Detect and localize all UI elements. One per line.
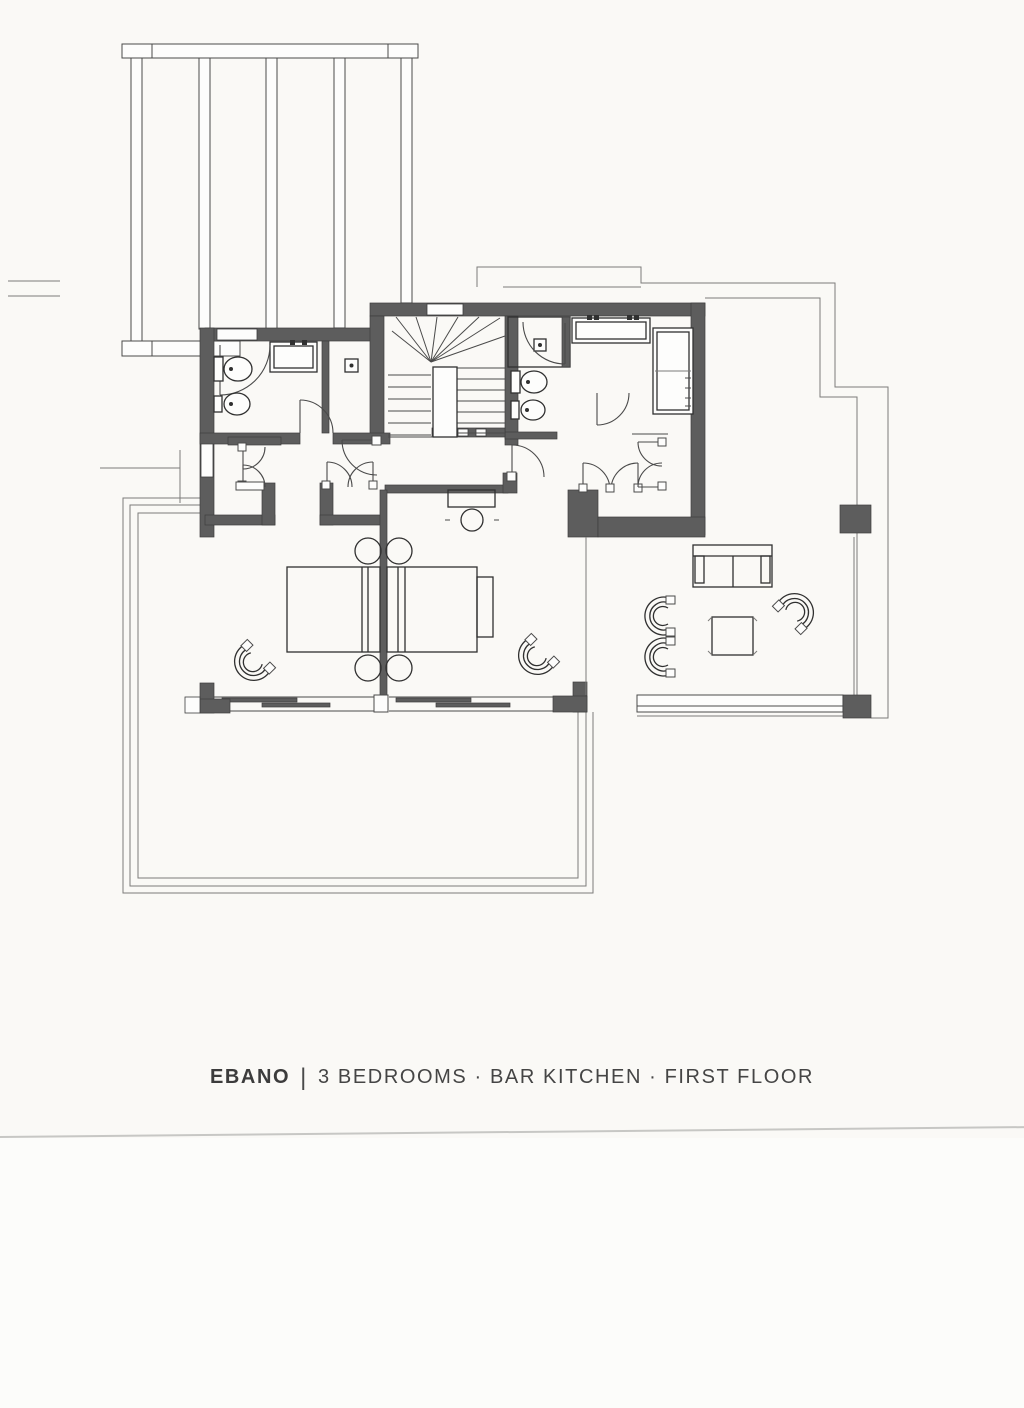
- project-name: EBANO: [209, 1066, 291, 1088]
- terrace-outline: [123, 498, 593, 893]
- windows: [185, 505, 871, 718]
- tall-cabinet: [653, 328, 693, 414]
- armchair: [645, 637, 675, 677]
- toilet: [214, 357, 252, 381]
- door-wc: [597, 393, 629, 425]
- bidet: [214, 393, 250, 415]
- bed-2: [387, 567, 493, 652]
- caption-separator: |: [300, 1064, 309, 1091]
- wardrobe-doors: [322, 462, 377, 489]
- dressing-spot: [345, 359, 358, 372]
- sliding-window-bed1: [213, 697, 378, 711]
- nightstand: [386, 655, 412, 681]
- column-terrace-top: [840, 505, 871, 533]
- wardrobe-doors-bottom: [579, 463, 642, 492]
- toilet: [511, 371, 547, 393]
- nightstand: [355, 655, 381, 681]
- sofa: [693, 545, 772, 587]
- closet-doors-left: [236, 443, 265, 490]
- basin-console: [445, 490, 499, 531]
- nightstand: [386, 538, 412, 564]
- column-mid-right: [553, 682, 587, 712]
- bedroom2-dressing: [507, 438, 666, 492]
- left-edge-outline: [8, 281, 180, 503]
- wardrobe-doors-right: [638, 438, 666, 490]
- door-bed2: [507, 445, 544, 481]
- kitchen-counter: [572, 315, 650, 343]
- column-terrace-bottom: [843, 695, 871, 718]
- armchair: [645, 596, 675, 636]
- bed-1: [287, 567, 380, 652]
- coffee-table: [708, 617, 757, 655]
- bidet: [511, 400, 545, 420]
- living-room: [645, 545, 822, 677]
- plan-caption: [0, 1064, 1024, 1092]
- nightstand: [355, 538, 381, 564]
- living-window: [637, 695, 843, 712]
- sliding-window-bed2: [389, 697, 553, 711]
- bedroom-2: [386, 490, 560, 683]
- stairs: [388, 317, 505, 437]
- page-lower-area: [0, 1138, 1024, 1408]
- bedroom-1: [226, 538, 381, 689]
- armchair: [226, 639, 276, 689]
- vanity: [270, 340, 317, 372]
- kitchen: [572, 315, 693, 414]
- bench: [477, 577, 493, 637]
- caption-description: 3 BEDROOMS · BAR KITCHEN · FIRST FLOOR: [318, 1066, 815, 1088]
- armchair: [510, 633, 560, 683]
- armchair: [772, 585, 822, 635]
